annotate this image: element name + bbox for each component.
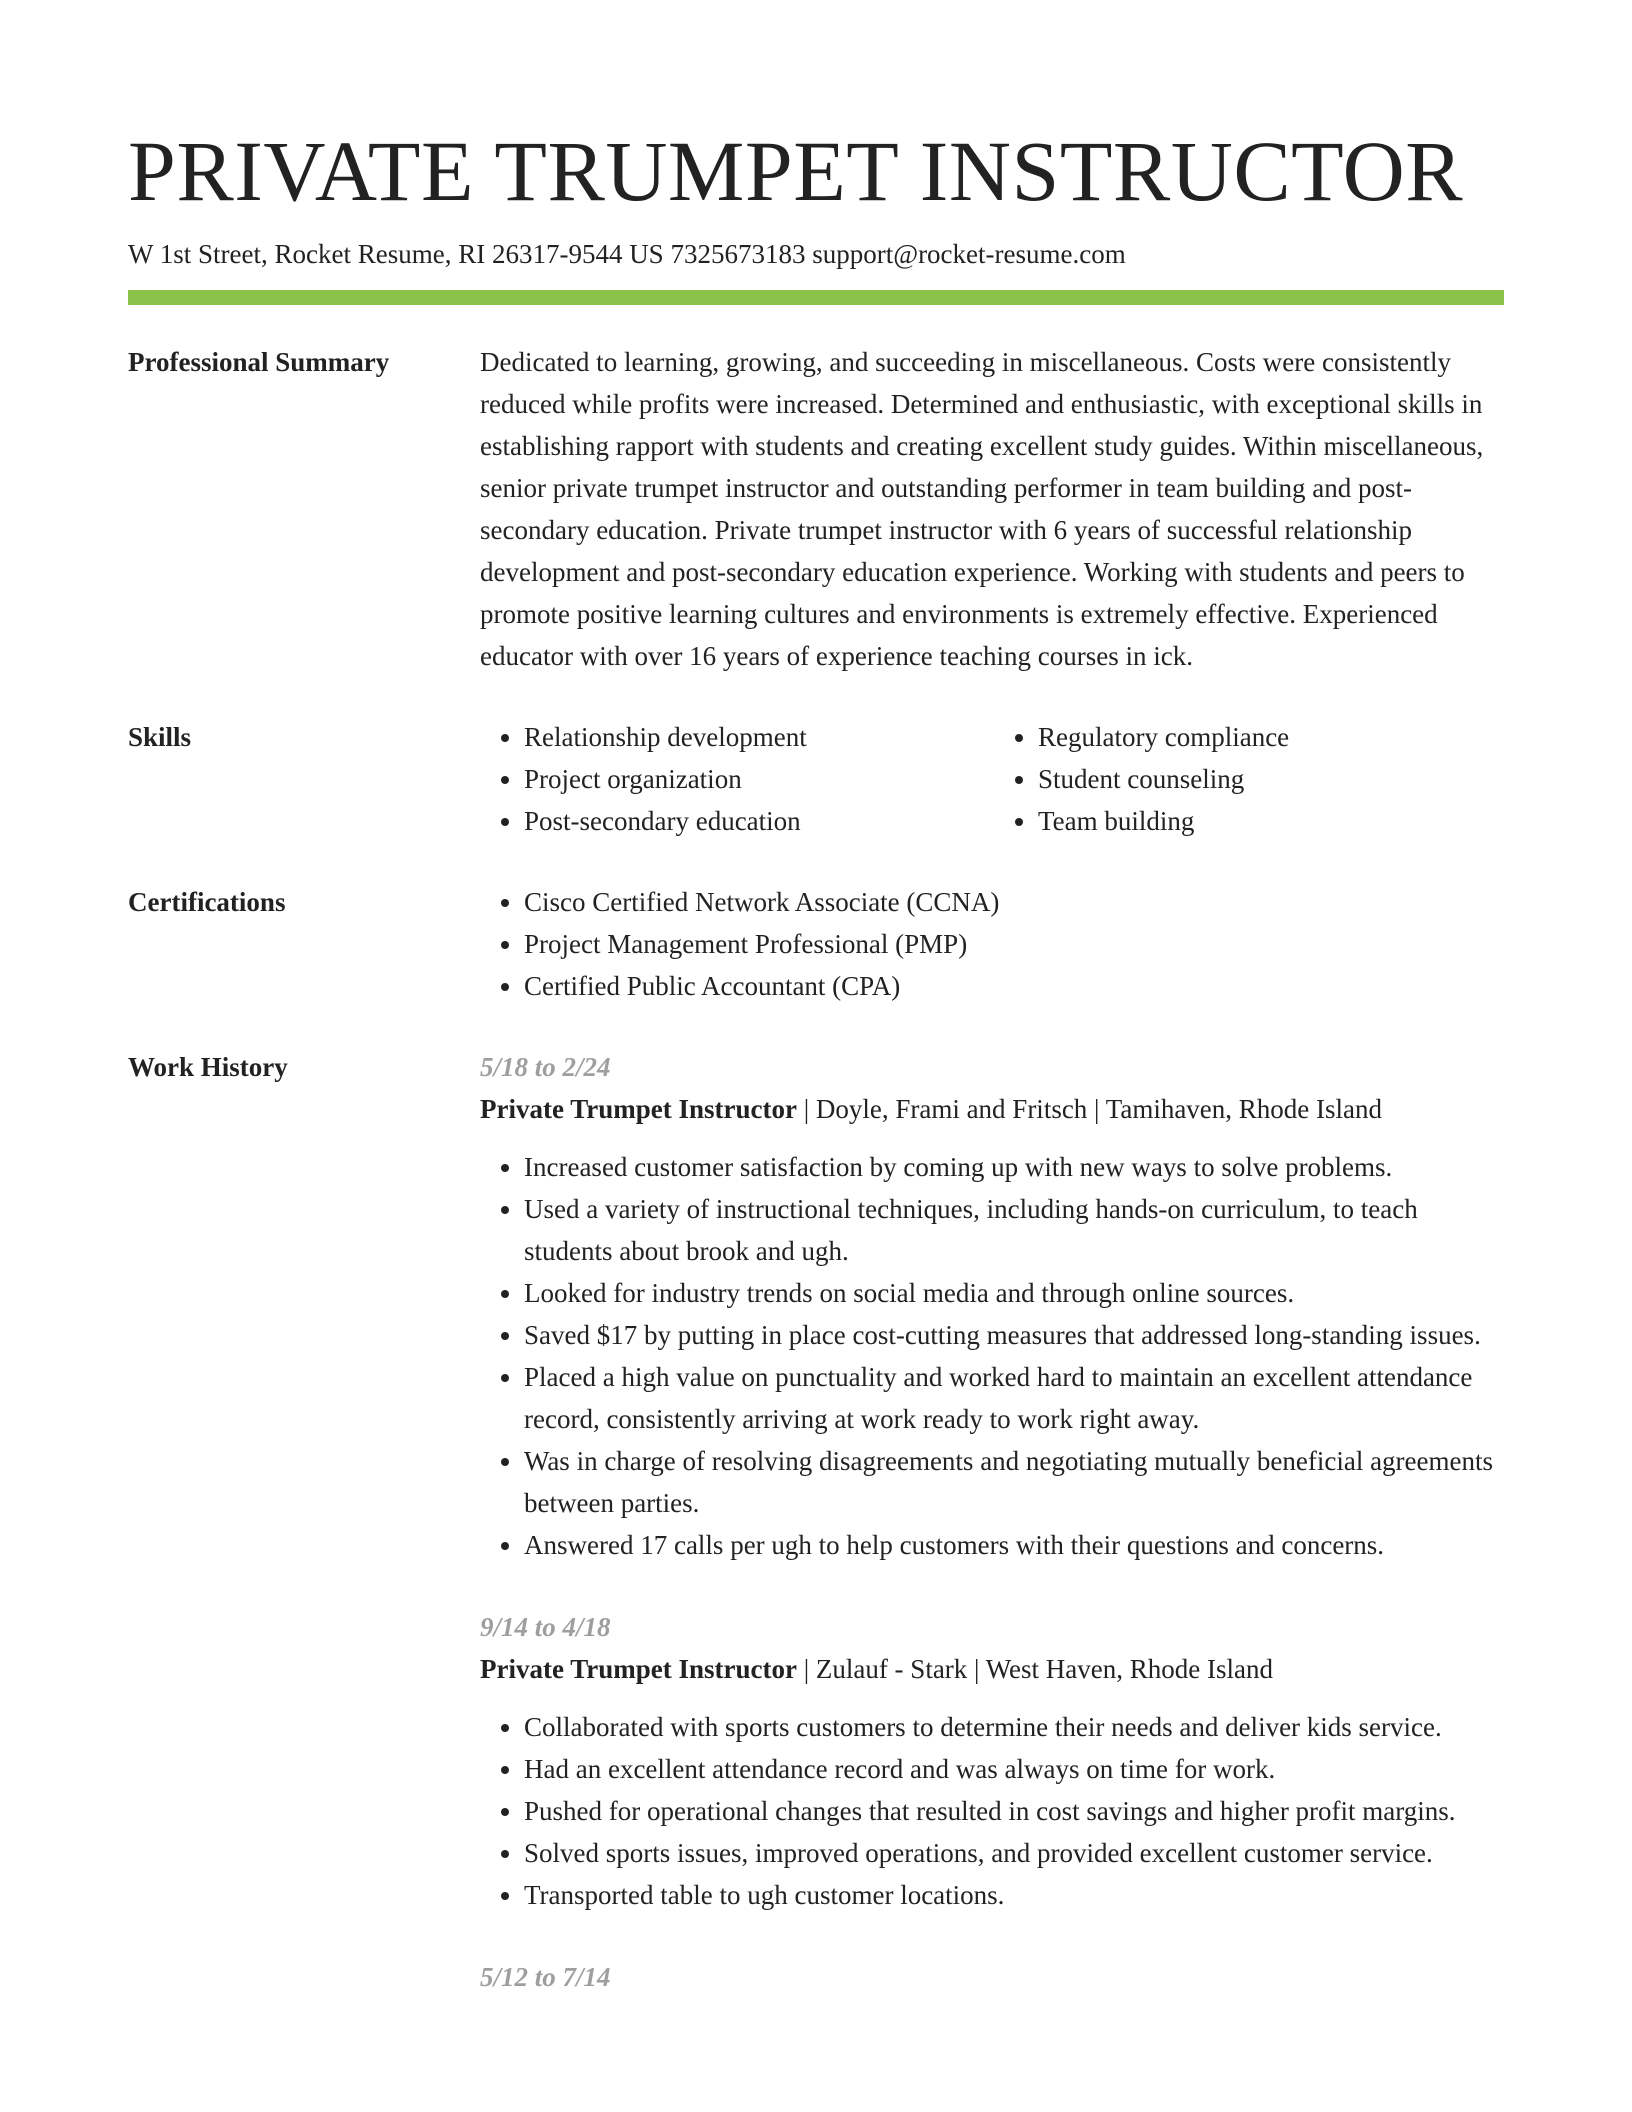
job-entry [480, 1956, 1504, 1998]
header-divider [128, 290, 1504, 305]
job-bullets [480, 1706, 1504, 1916]
job-title: Private Trumpet Instructor [480, 1654, 797, 1684]
job-dates: 5/18 to 2/24 [480, 1052, 611, 1082]
job-details: | Doyle, Frami and Fritsch | Tamihaven, Rhode Island [796, 1094, 1383, 1124]
job-bullet: • Solved sports issues, improved operations, and provided excellent customer service. [524, 1832, 1504, 1874]
certifications-list [480, 881, 1504, 1007]
job-bullet: • Placed a high value on punctuality and worked hard to maintain an excellent attendance record, consistently arriving at work ready to work right away. [524, 1356, 1504, 1440]
work-history-heading: Work History [128, 1052, 288, 1082]
job-bullets [480, 1146, 1504, 1566]
skills-body [480, 716, 1504, 842]
certifications-section [128, 881, 1504, 1007]
job-bullet: • Was in charge of resolving disagreements and negotiating mutually beneficial agreements between parties. [524, 1440, 1504, 1524]
resume-title: PRIVATE TRUMPET INSTRUCTOR [128, 123, 1464, 219]
skill-item: • Regulatory compliance [1038, 716, 1498, 758]
certification-item: • Certified Public Accountant (CPA) [524, 965, 1504, 1007]
job-bullet: • Answered 17 calls per ugh to help customers with their questions and concerns. [524, 1524, 1504, 1566]
skill-item: • Relationship development [524, 716, 984, 758]
job-entry [480, 1046, 1504, 1566]
job-bullet: • Saved $17 by putting in place cost-cutting measures that addressed long-standing issues. [524, 1314, 1504, 1356]
job-dates: 9/14 to 4/18 [480, 1612, 611, 1642]
skill-item: • Team building [1038, 800, 1498, 842]
job-dates: 5/12 to 7/14 [480, 1962, 611, 1992]
job-bullet: • Had an excellent attendance record and was always on time for work. [524, 1748, 1504, 1790]
job-bullet: • Used a variety of instructional techniques, including hands-on curriculum, to teach students about brook and ugh. [524, 1188, 1504, 1272]
skill-item: • Student counseling [1038, 758, 1498, 800]
contact-line: W 1st Street, Rocket Resume, RI 26317-9544 US 7325673183 support@rocket-resume.com [128, 239, 1126, 269]
certification-item: • Cisco Certified Network Associate (CCNA) [524, 881, 1504, 923]
job-bullet: • Pushed for operational changes that resulted in cost savings and higher profit margins. [524, 1790, 1504, 1832]
certifications-heading: Certifications [128, 887, 286, 917]
summary-heading: Professional Summary [128, 347, 390, 377]
summary-text: Dedicated to learning, growing, and succeeding in miscellaneous. Costs were consistently reduced while profits were increased. Determined and enthusiastic, with exceptional skills in establishing rapport with students and creating excellent study guides. Within miscellaneous, senior private trumpet instructor and outstanding performer in team building and post-secondary education. Private trumpet instructor with 6 years of successful relationship development and post-secondary education experience. Working with students and peers to promote positive learning cultures and environments is extremely effective. Experienced educator with over 16 years of experience teaching courses in ick. [480, 347, 1484, 671]
summary-section [128, 341, 1504, 677]
job-heading [480, 1088, 1504, 1130]
skills-list-left [480, 716, 984, 842]
skills-section [128, 716, 1504, 842]
certifications-body [480, 881, 1504, 1007]
skills-heading: Skills [128, 722, 192, 752]
job-bullet: • Looked for industry trends on social media and through online sources. [524, 1272, 1504, 1314]
certification-item: • Project Management Professional (PMP) [524, 923, 1504, 965]
work-history-section [128, 1046, 1504, 1998]
job-bullet: • Transported table to ugh customer locations. [524, 1874, 1504, 1916]
work-history-body [480, 1046, 1504, 1998]
job-title: Private Trumpet Instructor [480, 1094, 797, 1124]
summary-body [480, 341, 1504, 677]
skills-list-right [994, 716, 1498, 842]
job-bullet: • Collaborated with sports customers to determine their needs and deliver kids service. [524, 1706, 1504, 1748]
job-heading [480, 1648, 1504, 1690]
job-entry [480, 1606, 1504, 1916]
resume-page [128, 0, 1504, 1998]
skill-item: • Post-secondary education [524, 800, 984, 842]
job-details: | Zulauf - Stark | West Haven, Rhode Island [796, 1654, 1273, 1684]
job-bullet: • Increased customer satisfaction by coming up with new ways to solve problems. [524, 1146, 1504, 1188]
skill-item: • Project organization [524, 758, 984, 800]
